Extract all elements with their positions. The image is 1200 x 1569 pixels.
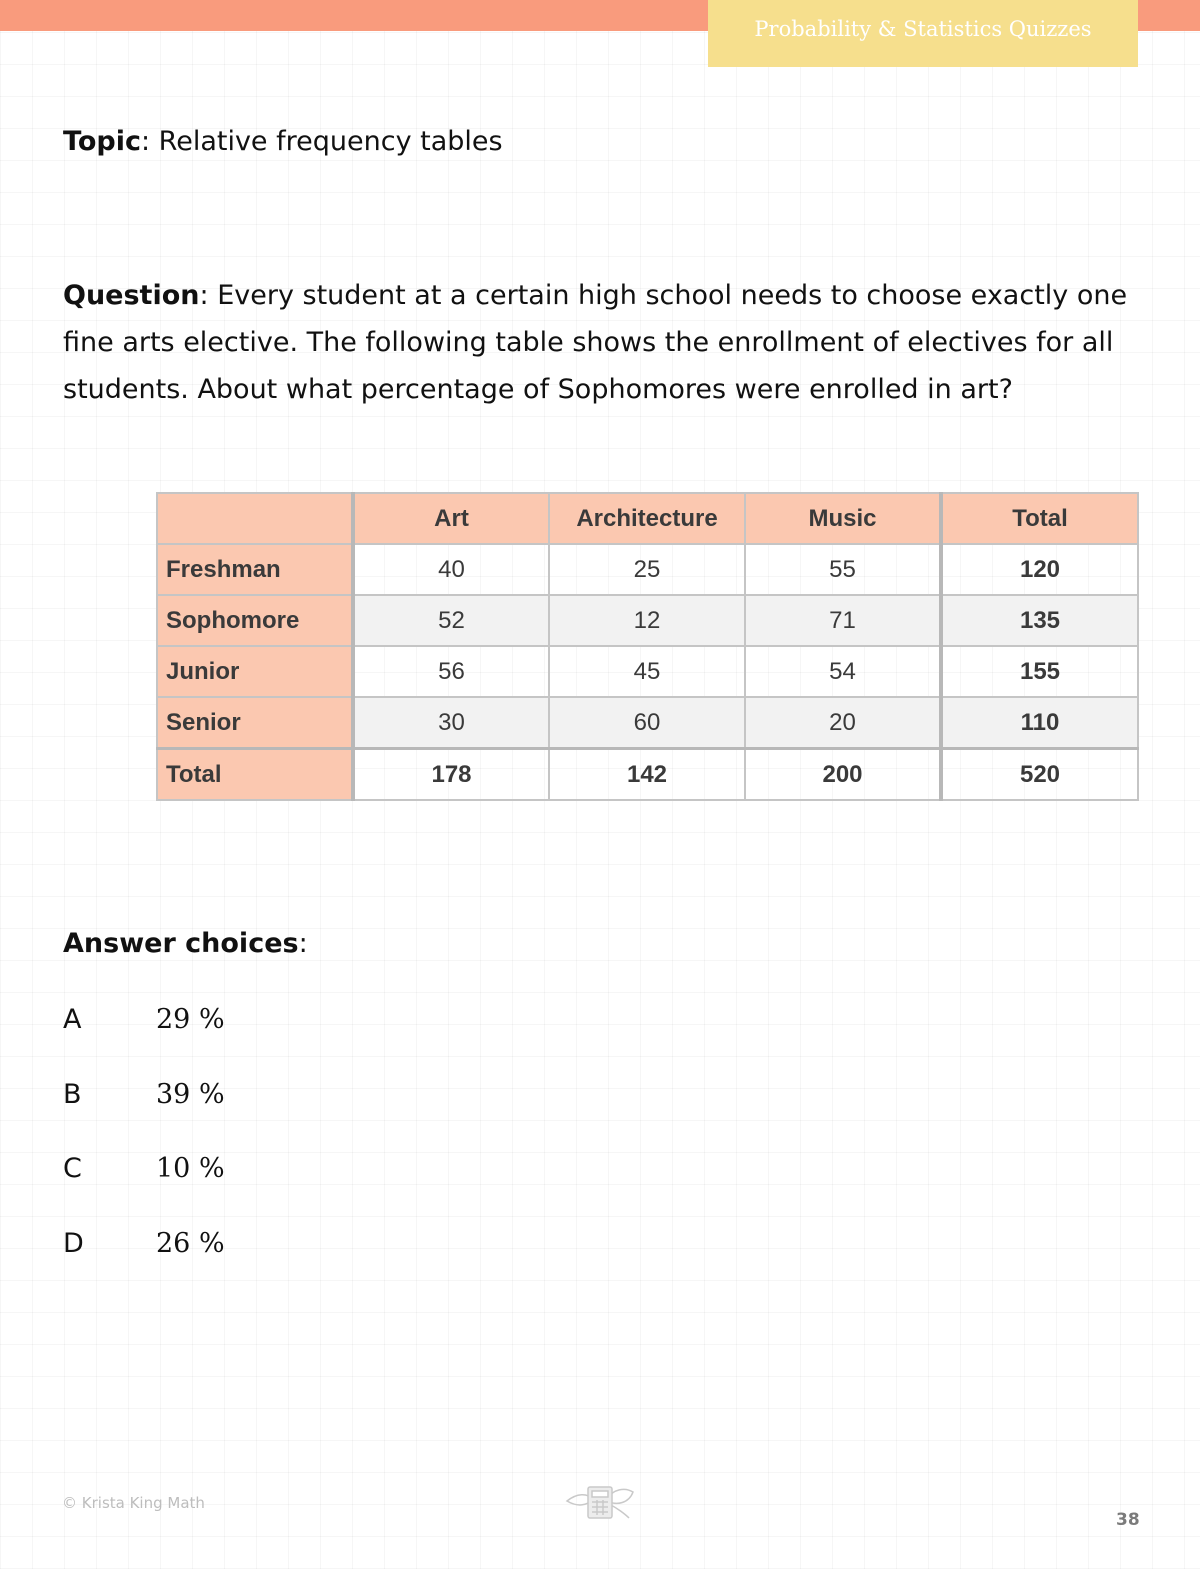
- choice-letter: B: [63, 1079, 82, 1110]
- table-cell: 45: [549, 646, 745, 697]
- row-header-freshman: Freshman: [157, 544, 353, 595]
- table-row: [157, 595, 1138, 646]
- column-total-cell: 200: [745, 749, 941, 801]
- row-header-sophomore: Sophomore: [157, 595, 353, 646]
- calculator-leaves-icon: [563, 1482, 637, 1524]
- row-header-total: Total: [157, 749, 353, 801]
- column-total-cell: 142: [549, 749, 745, 801]
- table-cell: 56: [353, 646, 549, 697]
- row-total-cell: 120: [941, 544, 1138, 595]
- choice-value: 39 %: [156, 1079, 225, 1110]
- table-cell: 60: [549, 697, 745, 749]
- frequency-table: [156, 492, 1139, 801]
- topic-line: [63, 126, 503, 157]
- table-row: [157, 697, 1138, 749]
- table-cell: 40: [353, 544, 549, 595]
- grand-total-cell: 520: [941, 749, 1138, 801]
- header-tab-title: Probability & Statistics Quizzes: [708, 0, 1138, 67]
- column-header-music: Music: [745, 493, 941, 544]
- question-text-block: [63, 272, 1143, 413]
- row-total-cell: 155: [941, 646, 1138, 697]
- table-cell: 30: [353, 697, 549, 749]
- question-label: Question: [63, 280, 200, 311]
- row-header-junior: Junior: [157, 646, 353, 697]
- answer-choices-separator: :: [298, 928, 308, 959]
- table-cell: 52: [353, 595, 549, 646]
- table-cell: 55: [745, 544, 941, 595]
- topic-text: Relative frequency tables: [150, 126, 503, 157]
- table-cell: 25: [549, 544, 745, 595]
- table-total-row: [157, 749, 1138, 801]
- row-header-senior: Senior: [157, 697, 353, 749]
- table-cell: 20: [745, 697, 941, 749]
- choice-value: 29 %: [156, 1004, 225, 1035]
- choice-value: 26 %: [156, 1228, 225, 1259]
- question-text: Every student at a certain high school needs to choose exactly one fine arts elective. The following table shows the enrollment of electives for all students. About what percentage of Sophomores were enrolled in art?: [63, 280, 1128, 405]
- choice-letter: D: [63, 1228, 84, 1259]
- table-row: [157, 646, 1138, 697]
- choice-letter: C: [63, 1153, 82, 1184]
- choice-value: 10 %: [156, 1153, 225, 1184]
- column-header-architecture: Architecture: [549, 493, 745, 544]
- page-number: 38: [1116, 1510, 1140, 1530]
- copyright-text: © Krista King Math: [62, 1494, 205, 1512]
- column-header-total: Total: [941, 493, 1138, 544]
- table-corner-cell: [157, 493, 353, 544]
- choice-letter: A: [63, 1004, 82, 1035]
- row-total-cell: 110: [941, 697, 1138, 749]
- answer-choices-heading: [63, 928, 308, 959]
- column-header-art: Art: [353, 493, 549, 544]
- table-cell: 54: [745, 646, 941, 697]
- table-cell: 12: [549, 595, 745, 646]
- table-cell: 71: [745, 595, 941, 646]
- topic-separator: :: [140, 126, 151, 157]
- column-total-cell: 178: [353, 749, 549, 801]
- row-total-cell: 135: [941, 595, 1138, 646]
- answer-choices-label: Answer choices: [63, 928, 299, 959]
- topic-label: Topic: [63, 126, 141, 157]
- question-separator: :: [199, 280, 209, 311]
- table-row: [157, 544, 1138, 595]
- table-header-row: [157, 493, 1138, 544]
